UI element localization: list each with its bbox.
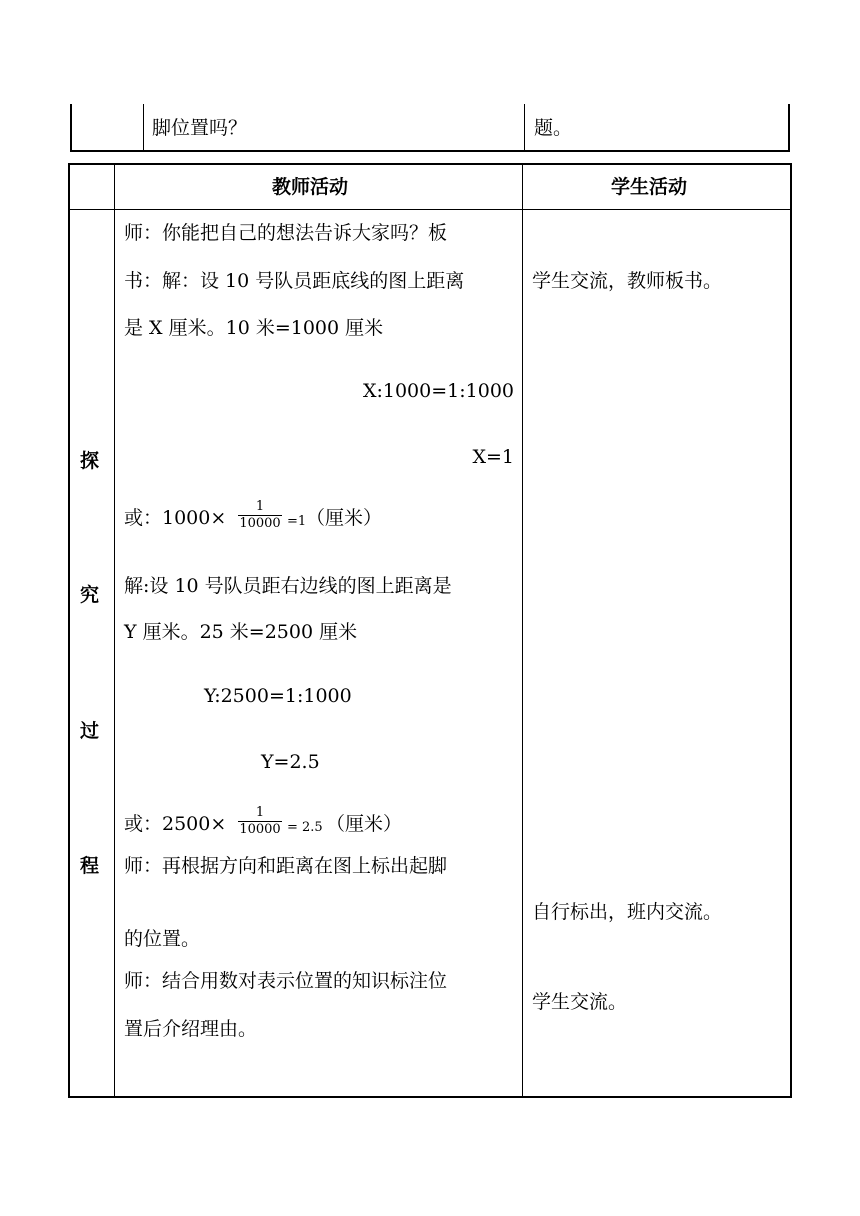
- header-teacher-activity: 教师活动: [272, 176, 349, 198]
- teacher-line-2: 书：解：设 10 号队员距底线的图上距离: [124, 270, 465, 292]
- teacher-line-4: 解:设 10 号队员距右边线的图上距离是: [124, 575, 452, 597]
- fragment-border-left: [70, 104, 72, 152]
- teacher-line-7: 的位置。: [124, 928, 201, 950]
- teacher-or-1-prefix: 或：1000×: [124, 507, 227, 529]
- header-row-divider: [68, 209, 792, 210]
- fraction-2: [238, 806, 282, 837]
- teacher-or-2-prefix: 或：2500×: [124, 813, 227, 835]
- stage-char-2: 究: [80, 584, 100, 606]
- teacher-equation-2: X=1: [472, 446, 514, 468]
- teacher-or-1-unit: （厘米）: [306, 507, 383, 529]
- column-divider-2: [522, 163, 523, 1098]
- teacher-equation-4: Y=2.5: [261, 751, 320, 773]
- teacher-equation-1: X:1000=1:1000: [362, 380, 514, 402]
- teacher-line-6: 师：再根据方向和距离在图上标出起脚: [124, 855, 448, 877]
- stage-char-4: 程: [80, 855, 100, 877]
- fraction-1-denominator: 10000: [239, 516, 281, 531]
- teacher-line-8: 师：结合用数对表示位置的知识标注位: [124, 970, 448, 992]
- stage-char-1: 探: [80, 450, 100, 472]
- fragment-left-text: 脚位置吗？: [152, 117, 248, 139]
- teacher-line-3: 是 X 厘米。10 米=1000 厘米: [124, 317, 384, 339]
- table-border-top: [68, 163, 792, 165]
- fraction-2-denominator: 10000: [239, 822, 281, 837]
- fragment-divider-1: [143, 104, 144, 152]
- fraction-1: [238, 500, 282, 531]
- teacher-line-1: 师：你能把自己的想法告诉大家吗？板: [124, 222, 448, 244]
- student-activity-1: 学生交流，教师板书。: [532, 270, 723, 292]
- table-border-right: [790, 163, 792, 1098]
- teacher-or-1-result: =1: [287, 514, 307, 529]
- fragment-right-text: 题。: [534, 117, 573, 139]
- table-border-left: [68, 163, 70, 1098]
- teacher-line-5: Y 厘米。25 米=2500 厘米: [124, 621, 358, 643]
- student-activity-2: 自行标出，班内交流。: [532, 901, 723, 923]
- stage-char-3: 过: [80, 720, 100, 742]
- teacher-equation-3: Y:2500=1:1000: [204, 685, 352, 707]
- header-student-activity: 学生活动: [611, 176, 688, 198]
- fragment-border-bottom: [70, 150, 790, 152]
- teacher-or-2-unit: （厘米）: [326, 813, 403, 835]
- teacher-or-2-result: = 2.5: [287, 820, 323, 835]
- fraction-1-numerator: 1: [255, 499, 265, 514]
- column-divider-1: [114, 163, 115, 1098]
- student-activity-3: 学生交流。: [532, 991, 628, 1013]
- teacher-line-9: 置后介绍理由。: [124, 1018, 258, 1040]
- fragment-divider-2: [524, 104, 525, 152]
- fraction-2-numerator: 1: [255, 805, 265, 820]
- table-border-bottom: [68, 1096, 792, 1098]
- fragment-border-right: [788, 104, 790, 152]
